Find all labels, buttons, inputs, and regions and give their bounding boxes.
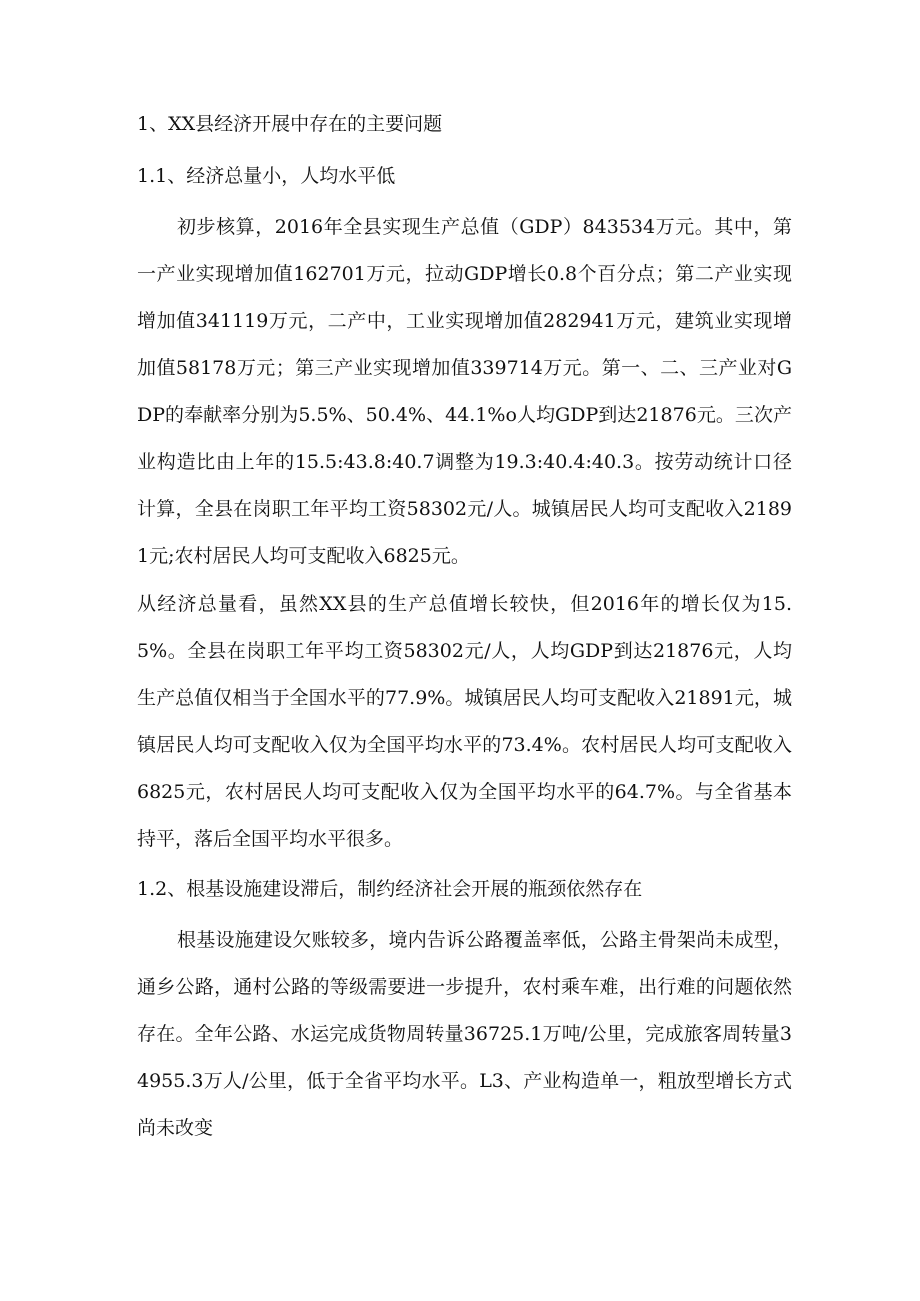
section-heading-1-2: 1.2、根基设施建设滞后，制约经济社会开展的瓶颈依然存在 [137,878,643,900]
document-body [137,98,792,1152]
section-heading-1-1: 1.1、经济总量小，人均水平低 [137,165,396,187]
paragraph-economic-output: 初步核算，2016年全县实现生产总值（GDP）843534万元。其中，第一产业实现增加值162701万元，拉动GDP增长0.8个百分点；第二产业实现增加值341119万元，二产中，工业实现增加值282941万元，建筑业实现增加值58178万元；第三产业实现增加值339714万元。第一、二、三产业对GDP的奉献率分别为5.5%、50.4%、44.1%o人均GDP到达21876元。三次产业构造比由上年的15.5:43.8:40.7调整为19.3:40.4:40.3。按劳动统计口径计算，全县在岗职工年平均工资58302元/人。城镇居民人均可支配收入21891元;农村居民人均可支配收入6825元。 [137,216,792,567]
paragraph-infrastructure: 根基设施建设欠账较多，境内告诉公路覆盖率低，公路主骨架尚未成型，通乡公路，通村公路的等级需要进一步提升，农村乘车难，出行难的问题依然存在。全年公路、水运完成货物周转量36725.1万吨/公里，完成旅客周转量34955.3万人/公里，低于全省平均水平。L3、产业构造单一，粗放型增长方式尚未改变 [137,929,792,1139]
paragraph-economic-comparison: 从经济总量看，虽然XX县的生产总值增长较快，但2016年的增长仅为15.5%。全县在岗职工年平均工资58302元/人，人均GDP到达21876元，人均生产总值仅相当于全国水平的77.9%。城镇居民人均可支配收入21891元，城镇居民人均可支配收入仅为全国平均水平的73.4%。农村居民人均可支配收入6825元，农村居民人均可支配收入仅为全国平均水平的64.7%。与全省基本持平，落后全国平均水平很多。 [137,593,792,850]
section-heading-1: 1、XX县经济开展中存在的主要问题 [137,113,443,135]
